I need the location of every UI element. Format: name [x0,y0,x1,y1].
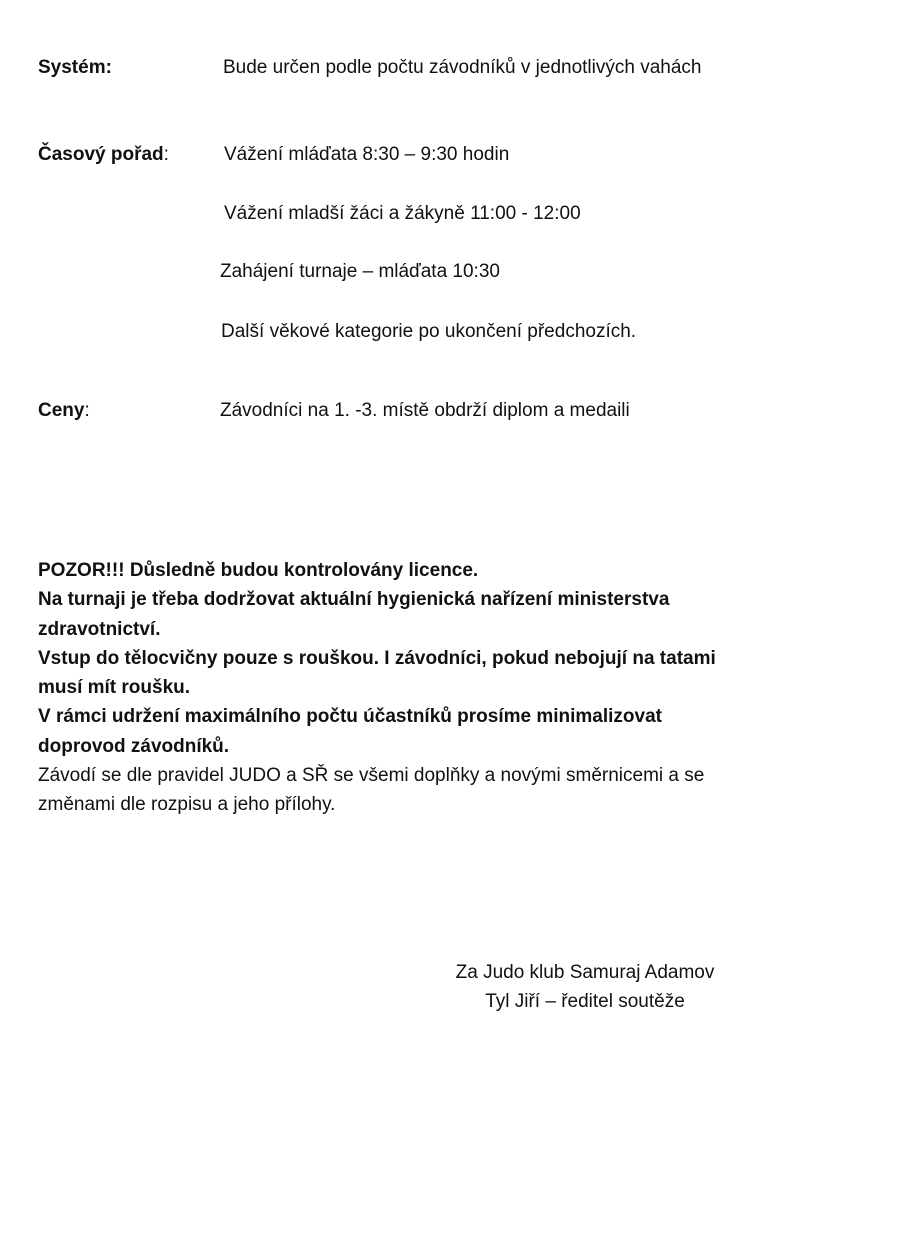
notice-line: Na turnaji je třeba dodržovat aktuální hygienická nařízení ministerstva [38,589,670,611]
schedule-item: Zahájení turnaje – mláďata 10:30 [220,261,500,282]
signature-director: Tyl Jiří – ředitel soutěže [485,991,685,1012]
prizes-label-bold: Ceny [38,400,85,421]
notice-line: Vstup do tělocvičny pouze s rouškou. I závodníci, pokud nebojují na tatami [38,647,716,669]
notice-line: POZOR!!! Důsledně budou kontrolovány licence. [38,560,479,581]
prizes-label-rest: : [84,400,90,421]
schedule-item: Vážení mláďata 8:30 – 9:30 hodin [224,144,510,165]
system-label [38,56,112,80]
notice-line: zdravotnictví. [38,618,161,640]
schedule-label [38,143,169,167]
system-value: Bude určen podle počtu závodníků v jednotlivých vahách [223,57,702,78]
schedule-item: Vážení mladší žáci a žákyně 11:00 - 12:00 [224,203,581,224]
signature-block [420,958,750,1016]
schedule-label-bold: Časový pořad [38,144,164,165]
notice-line: musí mít roušku. [38,677,191,699]
rules-line: Závodí se dle pravidel JUDO a SŘ se všemi doplňky a novými směrnicemi a se [38,765,705,787]
prizes-label [38,399,90,423]
schedule-item: Další věkové kategorie po ukončení předchozích. [221,321,637,342]
notice-line: V rámci udržení maximálního počtu účastníků prosíme minimalizovat [38,706,662,728]
notice-line: doprovod závodníků. [38,735,230,757]
schedule-label-rest: : [163,144,169,165]
prizes-value: Závodníci na 1. -3. místě obdrží diplom a medaili [220,400,630,421]
system-label-bold: Systém: [38,57,112,78]
notice-block [38,556,838,820]
rules-line: změnami dle rozpisu a jeho přílohy. [38,794,336,816]
signature-club: Za Judo klub Samuraj Adamov [455,962,715,983]
